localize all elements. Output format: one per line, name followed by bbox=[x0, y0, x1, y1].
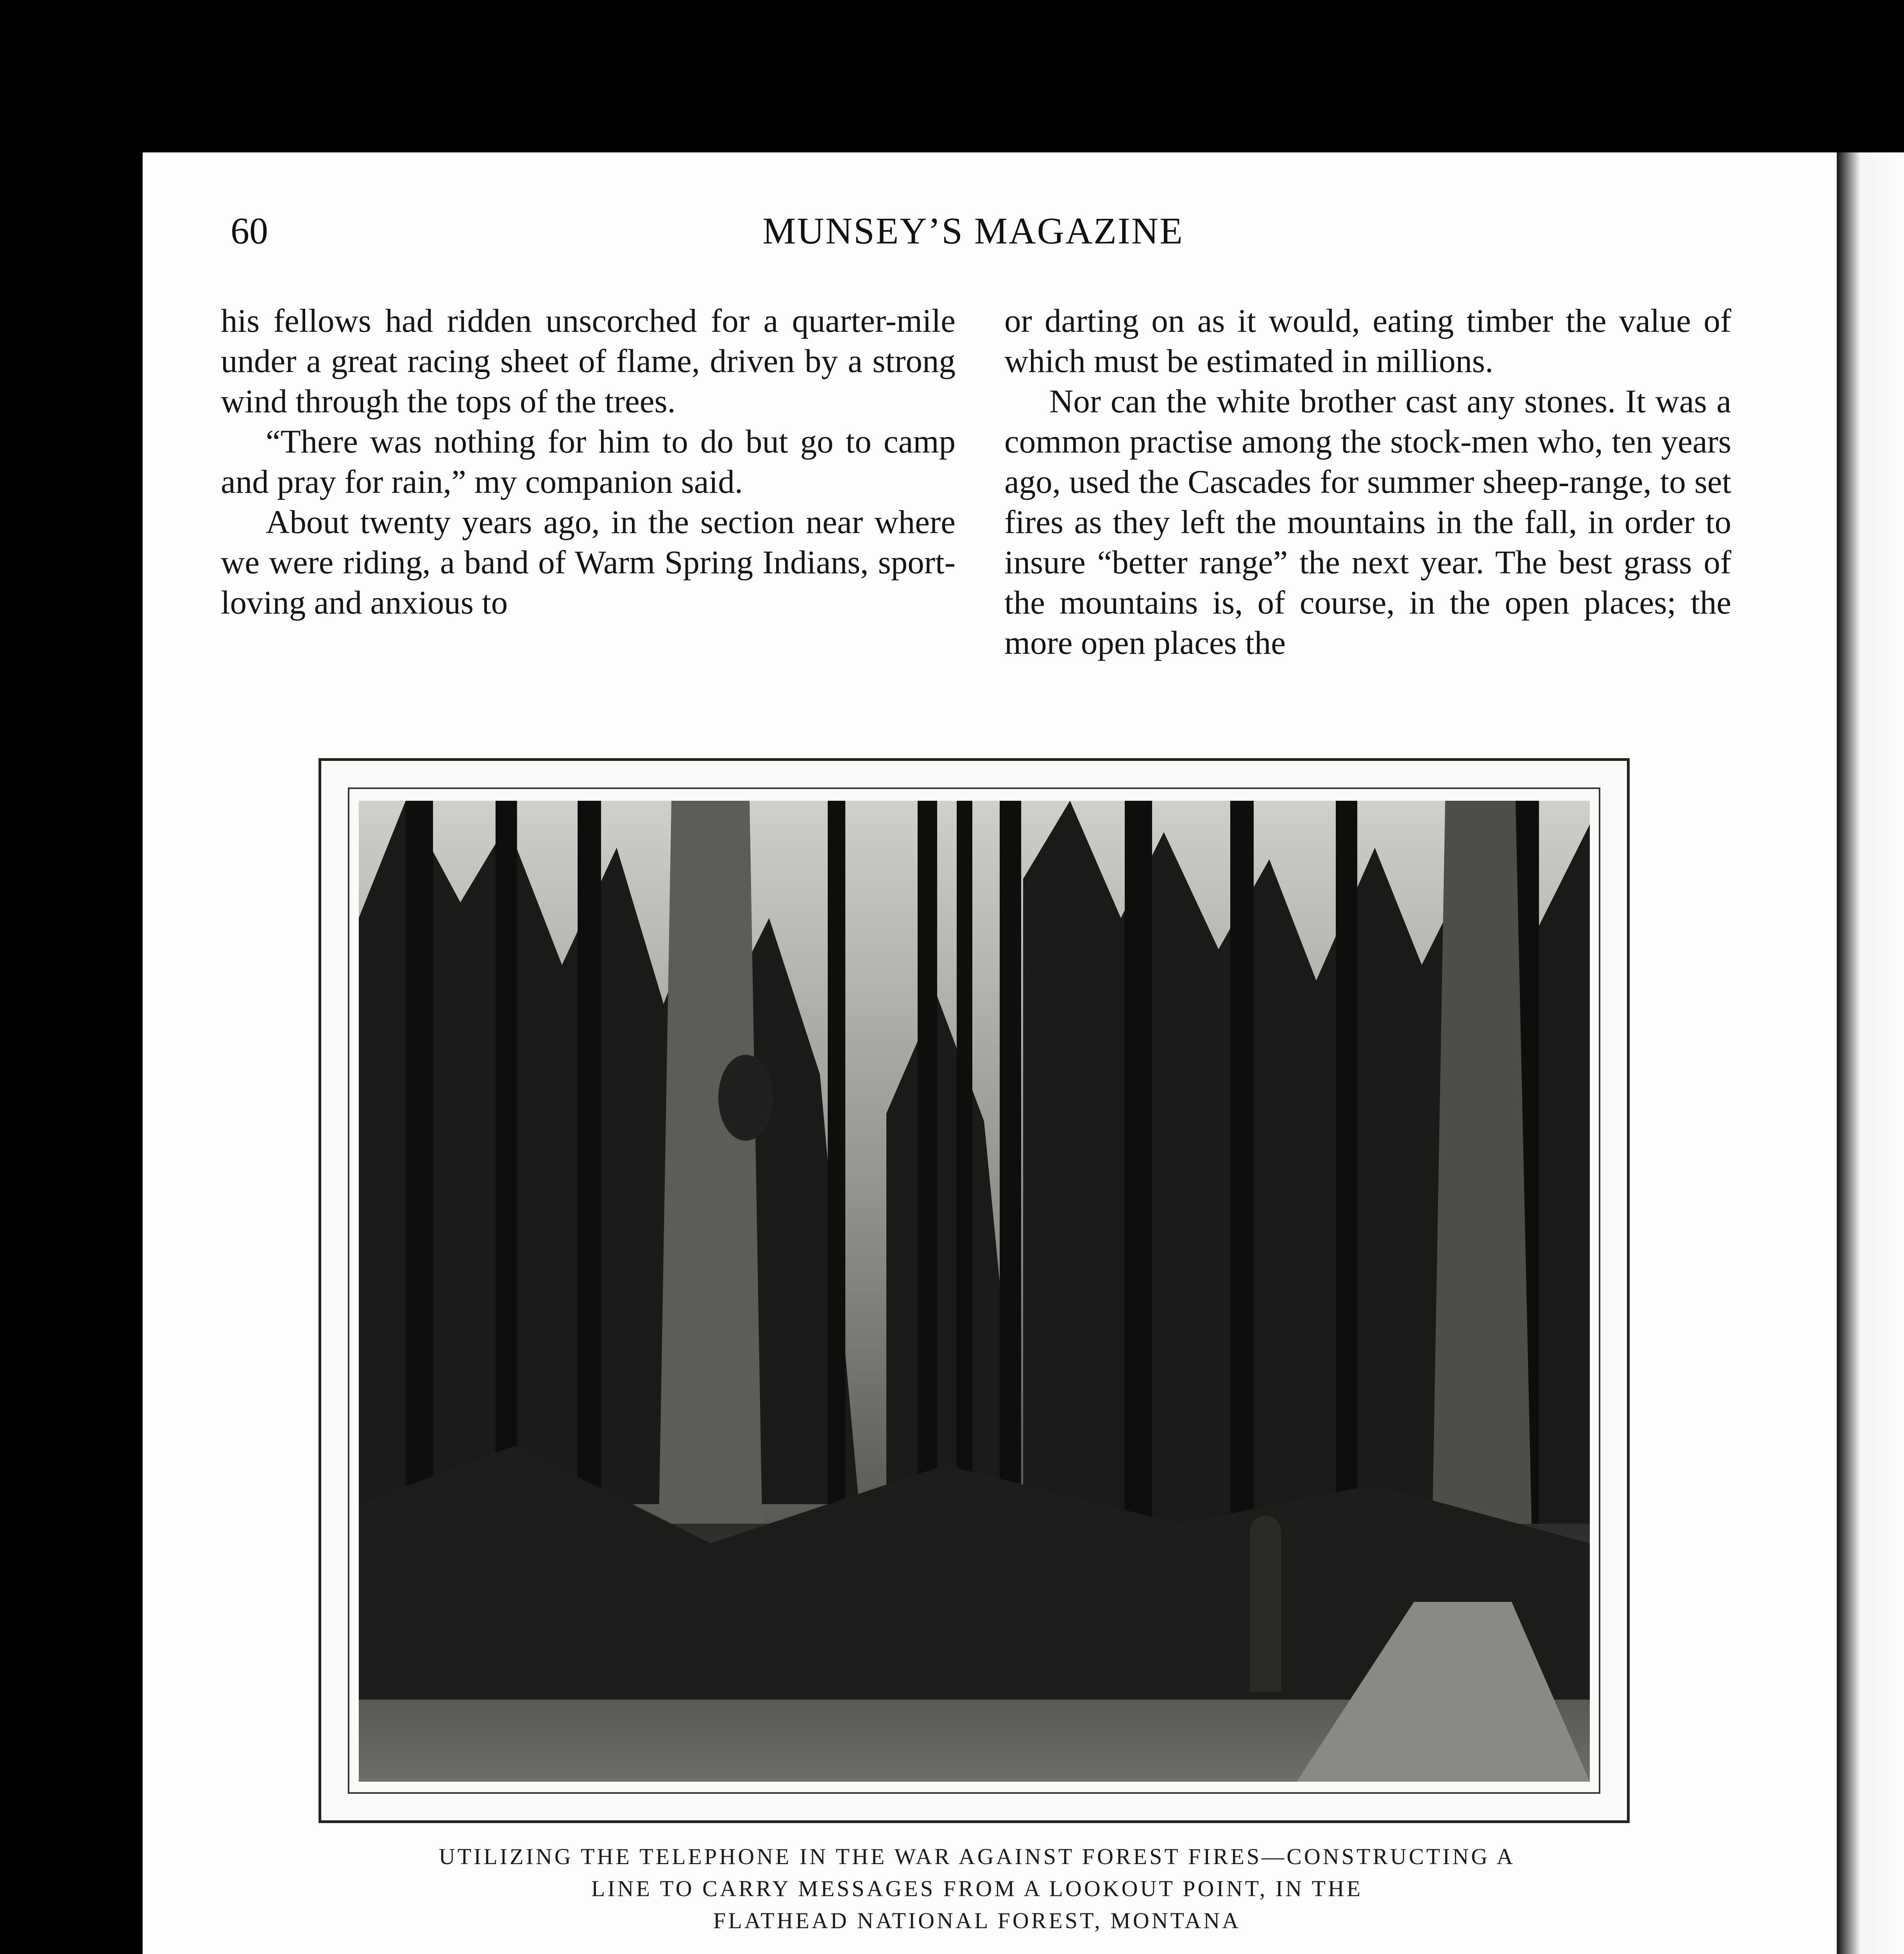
page-number: 60 bbox=[231, 210, 268, 252]
paragraph: “There was nothing for him to do but go to camp and pray for rain,” my companion said. bbox=[221, 423, 956, 500]
caption-line: LINE TO CARRY MESSAGES FROM A LOOKOUT POINT, IN THE bbox=[591, 1876, 1363, 1901]
photo-inner-border bbox=[348, 787, 1600, 1794]
photo-caption bbox=[313, 1841, 1641, 1937]
text-column-1 bbox=[221, 301, 956, 623]
text-column-2 bbox=[1004, 301, 1731, 663]
photo-frame bbox=[319, 758, 1630, 1823]
facing-page-edge bbox=[1837, 152, 1904, 1954]
running-title: MUNSEY’S MAGAZINE bbox=[762, 210, 1184, 252]
caption-line: UTILIZING THE TELEPHONE IN THE WAR AGAINST FOREST FIRES—CONSTRUCTING A bbox=[438, 1844, 1516, 1869]
paragraph: About twenty years ago, in the section near where we were riding, a band of Warm Spring Indians, sport-loving and anxious to bbox=[221, 504, 956, 621]
caption-line: FLATHEAD NATIONAL FOREST, MONTANA bbox=[713, 1908, 1241, 1933]
page-header bbox=[231, 209, 1716, 264]
forest-photo bbox=[359, 801, 1590, 1782]
paragraph: his fellows had ridden unscorched for a quarter-mile under a great racing sheet of flame, driven by a strong wind through the tops of the trees. bbox=[221, 302, 956, 420]
paragraph: Nor can the white brother cast any stones. It was a common practise among the stock-men who, ten years ago, used the Cascades for summer sheep-range, to set fires as they left the mountains in the fall, in order to insure “better range” the next year. The best grass of the mountains is, of course, in the open places; the more open places the bbox=[1004, 383, 1731, 661]
paragraph: or darting on as it would, eating timber the value of which must be estimated in millions. bbox=[1004, 302, 1731, 379]
